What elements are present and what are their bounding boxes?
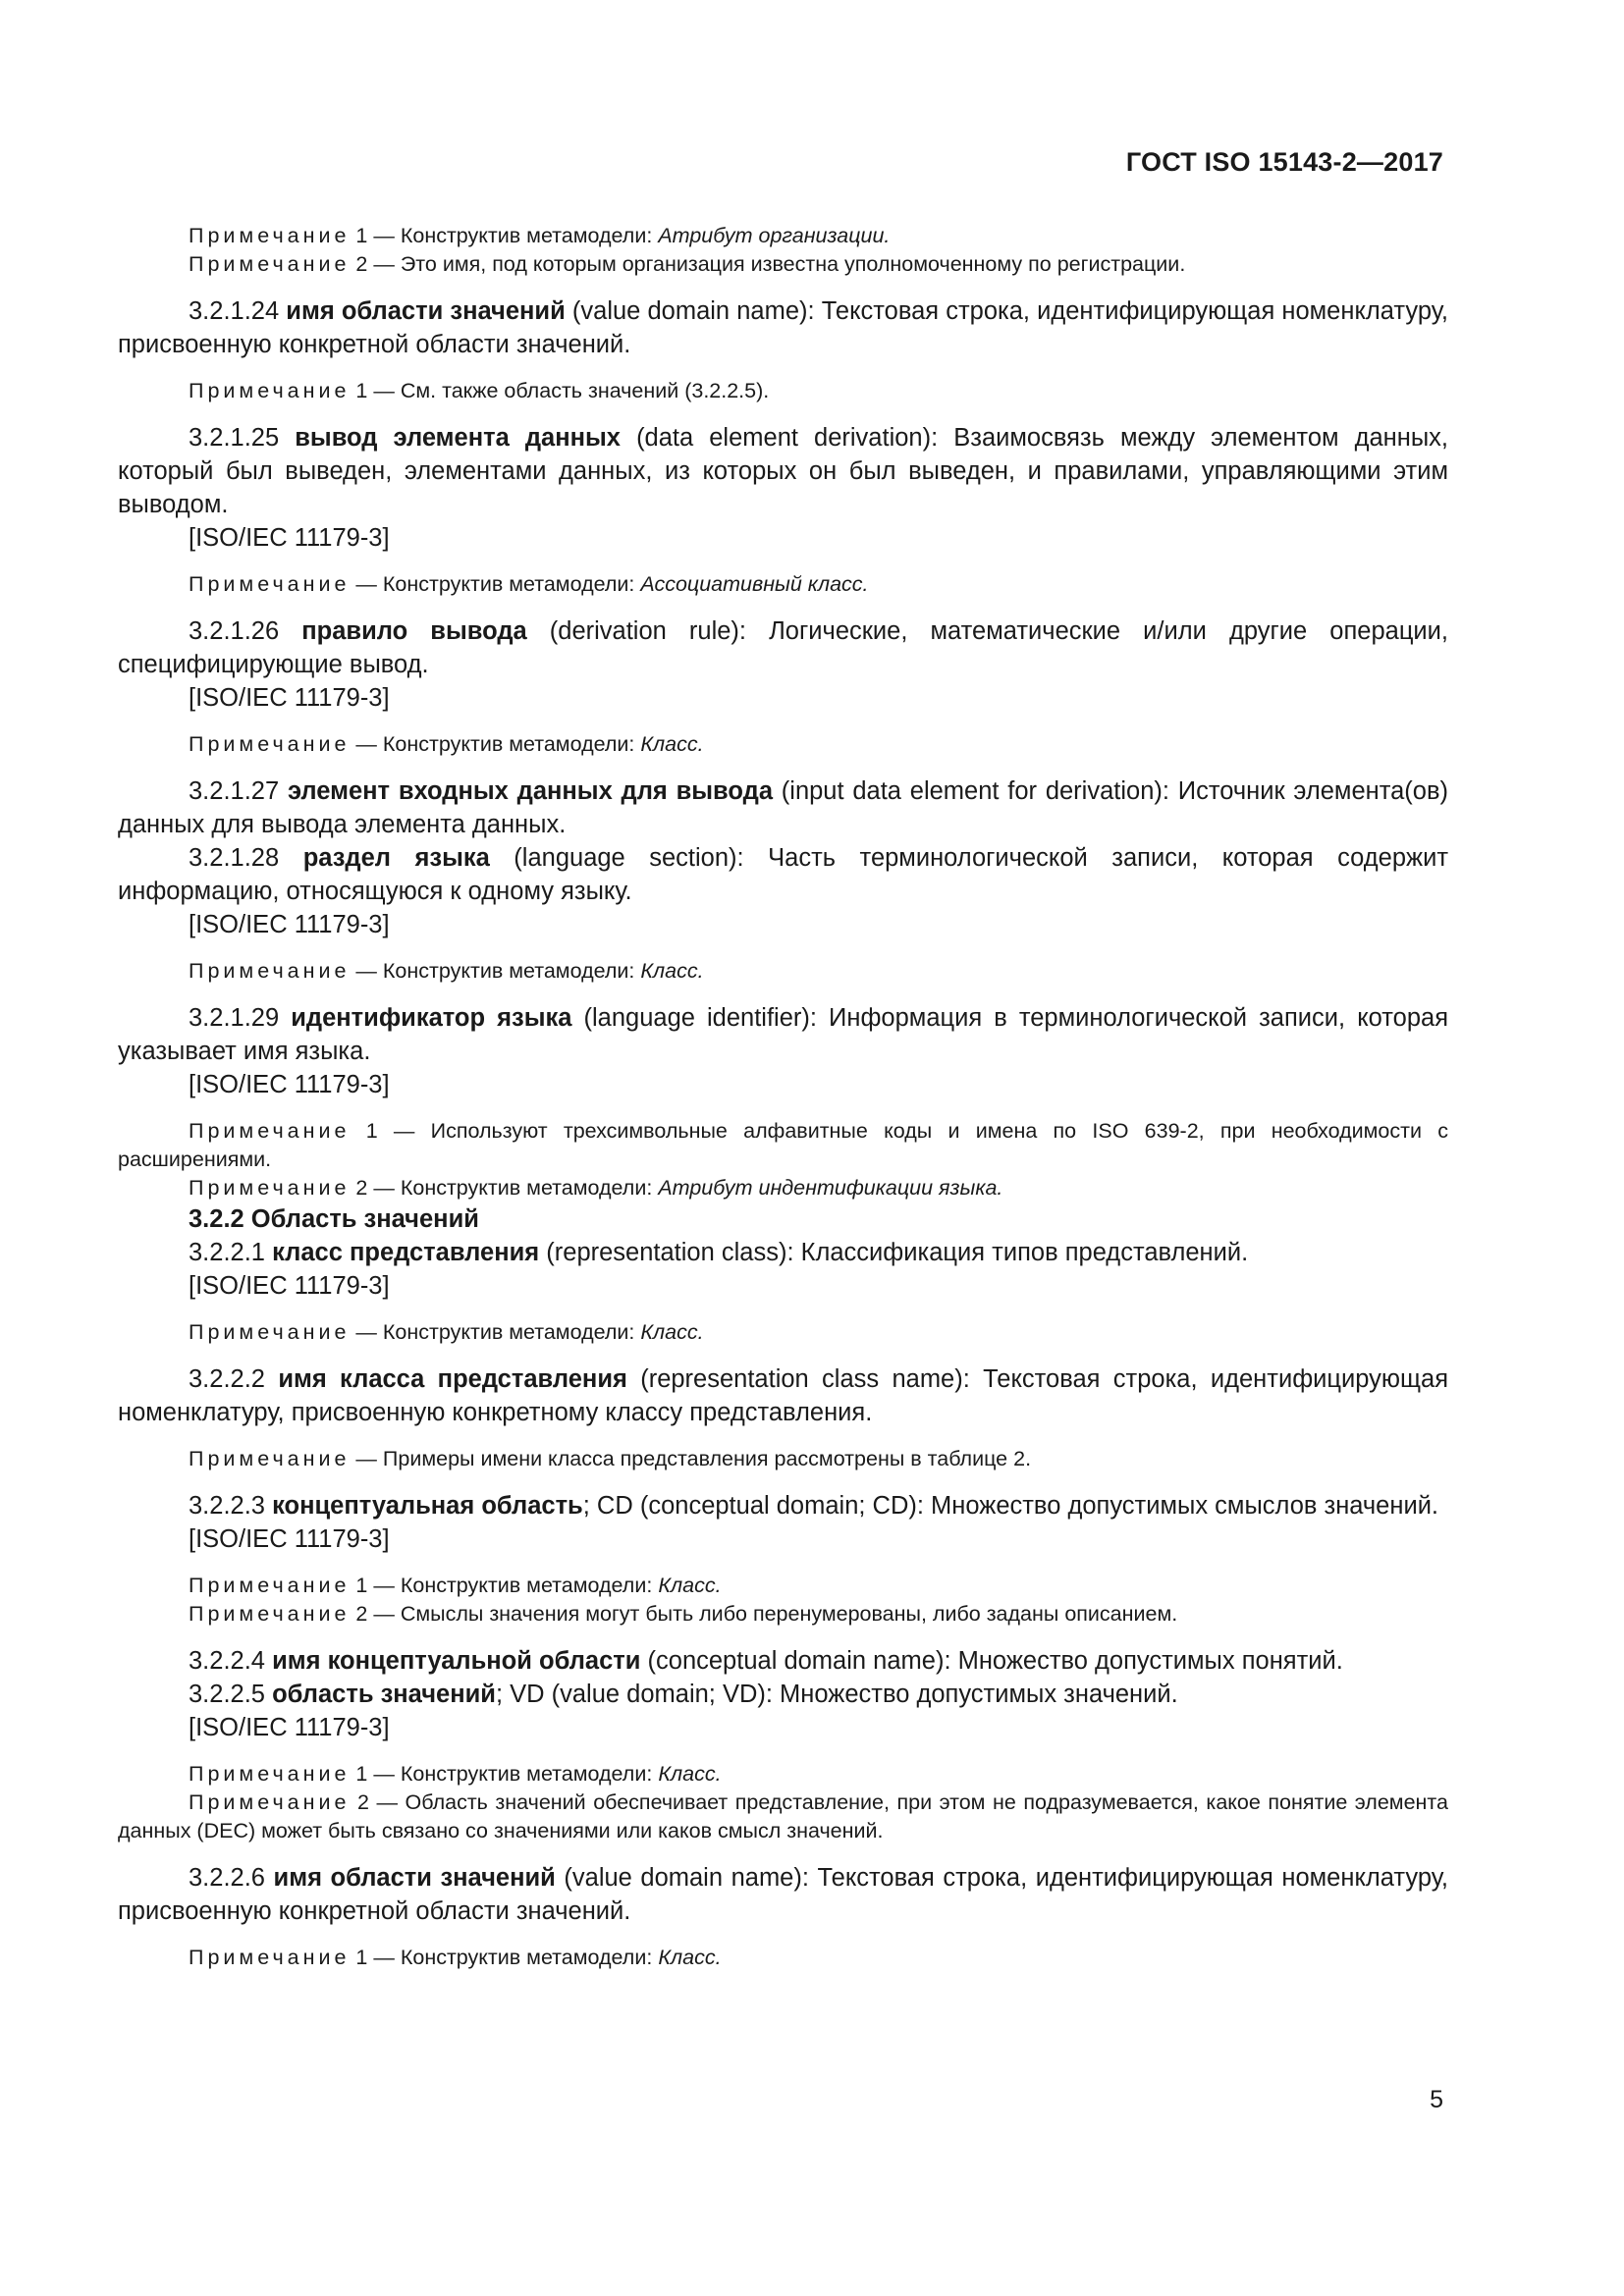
term-name: область значений [272, 1681, 496, 1708]
section-heading: 3.2.2 Область значений [189, 1205, 479, 1233]
note [118, 1600, 1448, 1629]
source-reference: [ISO/IEC 11179-3] [189, 1272, 390, 1300]
source-reference: [ISO/IEC 11179-3] [189, 1714, 390, 1741]
term-name: правило вывода [301, 617, 527, 645]
note-suffix: — [350, 1320, 383, 1344]
note [118, 957, 1448, 986]
term-name: имя области значений [273, 1864, 556, 1892]
term-text: (representation class): Классификация типов представлений. [539, 1239, 1249, 1266]
note [118, 222, 1448, 250]
note-label: Примечание [189, 732, 351, 756]
note-text: Конструктив метамодели: [382, 959, 641, 983]
source-reference: [ISO/IEC 11179-3] [189, 524, 390, 552]
term-number: 3.2.1.27 [189, 777, 288, 805]
note-suffix: 1 — [350, 379, 401, 402]
note-suffix: 2 — [350, 1176, 401, 1200]
note-emphasis: Класс. [640, 959, 704, 983]
note-suffix: 2 — [350, 252, 401, 276]
term-name: класс представления [272, 1239, 540, 1266]
term-name: идентификатор языка [291, 1004, 572, 1032]
note [118, 1944, 1448, 1972]
note-suffix: 1 — [350, 224, 401, 247]
term-number: 3.2.1.26 [189, 617, 302, 645]
source-reference: [ISO/IEC 11179-3] [189, 1071, 390, 1098]
note-text: Примеры имени класса представления рассмотрены в таблице 2. [382, 1447, 1032, 1470]
term-number: 3.2.2.2 [189, 1365, 279, 1393]
note [118, 1760, 1448, 1789]
note [118, 1789, 1448, 1845]
note-suffix: 2 — [350, 1602, 401, 1626]
note-emphasis: Класс. [658, 1762, 722, 1786]
note-suffix: 1 — [350, 1762, 401, 1786]
term-definition [118, 1861, 1448, 1928]
term-number: 3.2.1.28 [189, 844, 303, 872]
term-definition [118, 294, 1448, 361]
note-label: Примечание [189, 1762, 351, 1786]
note-text: Это имя, под которым организация известна уполномоченному по регистрации. [400, 252, 1186, 276]
term-name: вывод элемента данных [295, 424, 621, 452]
note-suffix: — [350, 959, 383, 983]
note-text: См. также область значений (3.2.2.5). [400, 379, 770, 402]
term-name: имя области значений [286, 297, 566, 325]
term-text: (value domain name): Текстовая строка, идентифицирующая номенклатуру, присвоенную конкретной области значений. [118, 1864, 1448, 1925]
term-text: ; VD (value domain; VD): Множество допустимых значений. [495, 1681, 1178, 1708]
term-number: 3.2.2.4 [189, 1647, 273, 1675]
note-suffix: 2 — [350, 1790, 406, 1814]
term-definition [118, 1236, 1448, 1269]
term-name: имя класса представления [278, 1365, 627, 1393]
term-number: 3.2.2.3 [189, 1492, 273, 1520]
note-label: Примечание [189, 1320, 351, 1344]
term-text: ; CD (conceptual domain; CD): Множество допустимых смыслов значений. [582, 1492, 1439, 1520]
source-reference: [ISO/IEC 11179-3] [189, 911, 390, 938]
term-definition [118, 421, 1448, 521]
term-name: имя концептуальной области [272, 1647, 641, 1675]
term-text: (language section): Часть терминологической записи, которая содержит информацию, относящуюся к одному языку. [118, 844, 1448, 905]
document-body [118, 222, 1448, 1972]
document-header: ГОСТ ISO 15143-2—2017 [1125, 147, 1443, 177]
term-definition [118, 1362, 1448, 1429]
term-name: элемент входных данных для вывода [287, 777, 773, 805]
note-text: Область значений обеспечивает представление, при этом не подразумевается, какое понятие элемента данных (DEC) может быть связано со значениями или каков смысл значений. [118, 1790, 1448, 1842]
note-text: Конструктив метамодели: [382, 1320, 641, 1344]
term-text: (derivation rule): Логические, математические и/или другие операции, специфицирующие вывод. [118, 617, 1448, 678]
note-text: Конструктив метамодели: [400, 1574, 659, 1597]
note-label: Примечание [189, 959, 351, 983]
note [118, 1572, 1448, 1600]
term-number: 3.2.2.6 [189, 1864, 274, 1892]
term-text: (value domain name): Текстовая строка, идентифицирующая номенклатуру, присвоенную конкретной области значений. [118, 297, 1448, 358]
note-text: Конструктив метамодели: [400, 1946, 659, 1969]
note [118, 1445, 1448, 1473]
note-label: Примечание [189, 1946, 351, 1969]
note-text: Конструктив метамодели: [382, 732, 641, 756]
note-text: Конструктив метамодели: [400, 224, 659, 247]
note-label: Примечание [189, 379, 351, 402]
note-emphasis: Класс. [640, 1320, 704, 1344]
term-definition [118, 841, 1448, 908]
term-number: 3.2.1.25 [189, 424, 296, 452]
note-suffix: — [350, 572, 383, 596]
note-emphasis: Класс. [640, 732, 704, 756]
term-number: 3.2.2.1 [189, 1239, 273, 1266]
term-definition [118, 614, 1448, 681]
source-reference: [ISO/IEC 11179-3] [189, 684, 390, 712]
note-label: Примечание [189, 1574, 351, 1597]
note-emphasis: Атрибут организации. [658, 224, 891, 247]
note [118, 1318, 1448, 1347]
note-label: Примечание [189, 1176, 351, 1200]
note-text: Конструктив метамодели: [400, 1762, 659, 1786]
note-emphasis: Атрибут индентификации языка. [658, 1176, 1003, 1200]
note-emphasis: Класс. [658, 1574, 722, 1597]
note-label: Примечание [189, 1602, 351, 1626]
term-definition [118, 1001, 1448, 1068]
note-label: Примечание [189, 224, 351, 247]
note [118, 570, 1448, 599]
term-text: (input data element for derivation): Источник элемента(ов) данных для вывода элемента данных. [118, 777, 1448, 838]
note-emphasis: Класс. [658, 1946, 722, 1969]
term-definition [118, 1644, 1448, 1678]
term-text: (conceptual domain name): Множество допустимых понятий. [640, 1647, 1343, 1675]
term-name: раздел языка [302, 844, 490, 872]
note-text: Конструктив метамодели: [400, 1176, 659, 1200]
term-number: 3.2.2.5 [189, 1681, 273, 1708]
note [118, 1117, 1448, 1174]
term-number: 3.2.1.24 [189, 297, 287, 325]
note-label: Примечание [189, 1790, 351, 1814]
note-suffix: 1 — [350, 1574, 401, 1597]
term-text: (data element derivation): Взаимосвязь между элементом данных, который был выведен, элементами данных, из которых он был выведен, и правилами, управляющими этим выводом. [118, 424, 1448, 518]
term-definition [118, 774, 1448, 841]
note [118, 250, 1448, 279]
note-label: Примечание [189, 1119, 351, 1143]
term-definition [118, 1489, 1448, 1522]
note [118, 377, 1448, 405]
note-suffix: — [350, 1447, 383, 1470]
term-text: (representation class name): Текстовая строка, идентифицирующая номенклатуру, присвоенную конкретному классу представления. [118, 1365, 1449, 1426]
note-text: Смыслы значения могут быть либо перенумерованы, либо заданы описанием. [400, 1602, 1178, 1626]
note-suffix: 1 — [350, 1946, 401, 1969]
note-suffix: — [350, 732, 383, 756]
term-number: 3.2.1.29 [189, 1004, 292, 1032]
note-label: Примечание [189, 572, 351, 596]
term-name: концептуальная область [272, 1492, 583, 1520]
note-text: Используют трехсимвольные алфавитные коды и имена по ISO 639-2, при необходимости с расширениями. [118, 1119, 1448, 1171]
source-reference: [ISO/IEC 11179-3] [189, 1525, 390, 1553]
term-definition [118, 1678, 1448, 1711]
note [118, 1174, 1448, 1202]
note [118, 730, 1448, 759]
page-number: 5 [1430, 2086, 1443, 2113]
note-suffix: 1 — [350, 1119, 431, 1143]
note-label: Примечание [189, 1447, 351, 1470]
note-emphasis: Ассоциативный класс. [640, 572, 869, 596]
note-text: Конструктив метамодели: [382, 572, 641, 596]
note-label: Примечание [189, 252, 351, 276]
term-text: (language identifier): Информация в терминологической записи, которая указывает имя языка. [118, 1004, 1449, 1065]
